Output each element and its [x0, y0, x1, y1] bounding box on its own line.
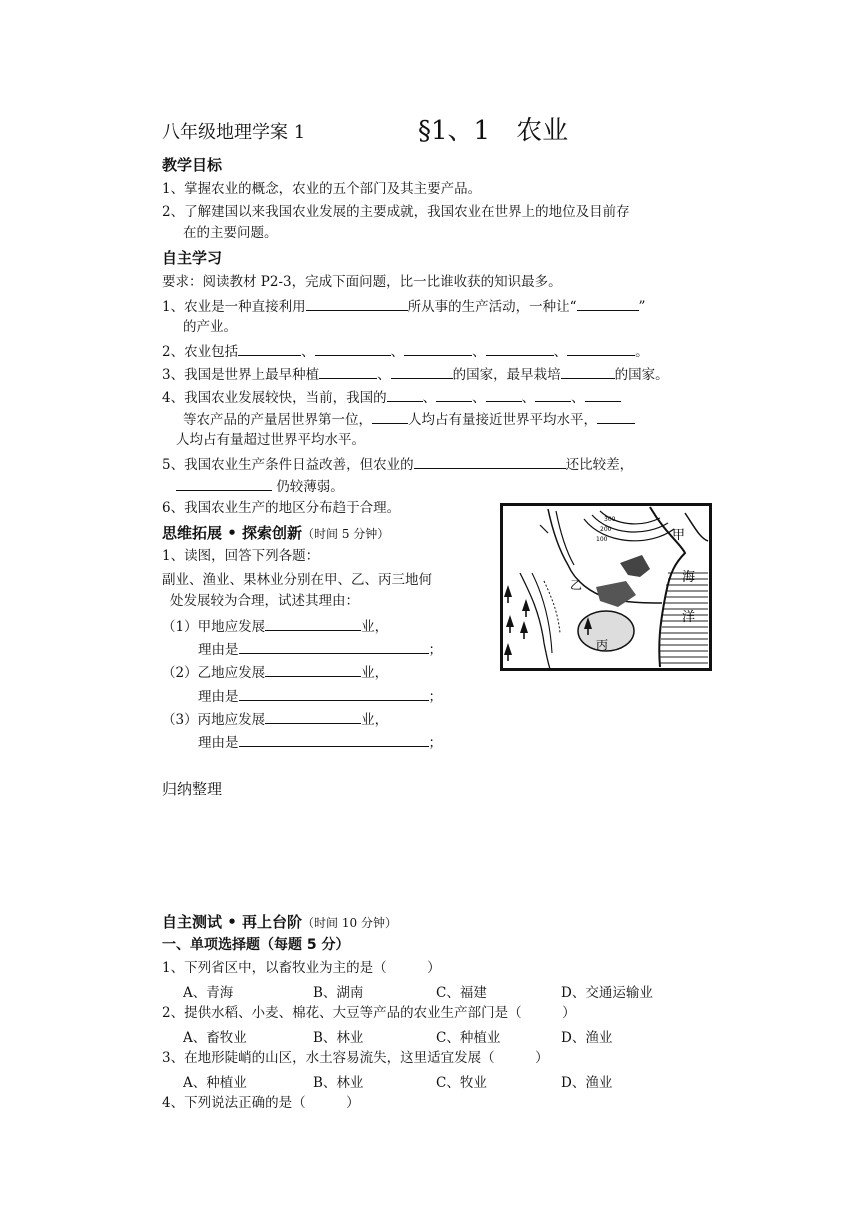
goals-heading: 教学目标 [162, 156, 223, 174]
explore-question: 1、读图，回答下列各题： [162, 548, 320, 564]
label-hai: 海 [682, 570, 696, 585]
mc-option[interactable]: B、林业 [313, 1030, 364, 1046]
question-3: 3、我国是世界上最早种植 、 的国家，最早栽培 的国家。 [162, 364, 669, 384]
blank[interactable] [404, 341, 472, 356]
blank[interactable] [315, 341, 391, 356]
mc-question-4: 4、下列说法正确的是（ ） [162, 1095, 360, 1111]
reason-3: 理由是 ； [198, 732, 442, 752]
blank[interactable] [486, 387, 522, 402]
blank[interactable] [597, 409, 635, 424]
question-4-cont2: 人均占有量超过世界平均水平。 [176, 432, 365, 448]
label-bing: 丙 [596, 638, 609, 652]
question-1-cont: 的产业。 [183, 319, 237, 335]
blank[interactable] [265, 662, 361, 677]
mc-question-2: 2、提供水稻、小麦、棉花、大豆等产品的农业生产部门是（ ） [162, 1005, 576, 1021]
blank[interactable] [567, 341, 635, 356]
mc-option[interactable]: D、渔业 [561, 1030, 613, 1046]
explore-heading: 思维拓展 • 探索创新（时间 5 分钟） [162, 524, 390, 542]
mc-option[interactable]: C、福建 [436, 985, 487, 1001]
label-yi: 乙 [570, 578, 583, 592]
goal-2-cont: 在的主要问题。 [183, 225, 278, 241]
mc-option[interactable]: A、青海 [183, 985, 234, 1001]
question-4-cont: 等农产品的产量居世界第一位， 人均占有量接近世界平均水平， [183, 409, 635, 429]
blank[interactable] [414, 454, 566, 469]
question-4: 4、我国农业发展较快，当前，我国的 、 、 、 、 [162, 387, 621, 407]
mc-option[interactable]: A、种植业 [183, 1075, 247, 1091]
blank[interactable] [319, 364, 377, 379]
reason-2: 理由是 ； [198, 686, 442, 706]
blank[interactable] [265, 616, 361, 631]
reason-1: 理由是 ； [198, 639, 442, 659]
blank[interactable] [176, 476, 272, 491]
question-5-cont: 仍较薄弱。 [176, 476, 344, 496]
blank[interactable] [391, 364, 453, 379]
contour-label: 200 [600, 526, 612, 533]
requirement: 要求：阅读教材 P2-3，完成下面问题，比一比谁收获的知识最多。 [162, 274, 562, 290]
mc-question-1: 1、下列省区中，以畜牧业为主的是（ ） [162, 960, 441, 976]
blank[interactable] [239, 732, 429, 747]
blank[interactable] [306, 296, 408, 311]
part-1-heading: 一、单项选择题（每题 5 分） [162, 937, 350, 953]
blank[interactable] [436, 387, 472, 402]
worksheet-title: 八年级地理学案 1 [162, 122, 306, 143]
terrain-map [500, 503, 712, 671]
blank[interactable] [387, 387, 423, 402]
label-jia: 甲 [672, 528, 686, 543]
explore-desc-2: 处发展较为合理，试述其理由： [170, 593, 359, 609]
mc-option[interactable]: C、牧业 [436, 1075, 487, 1091]
question-1: 1、农业是一种直接利用 所从事的生产活动，一种让“ ” [162, 296, 645, 316]
blank[interactable] [372, 409, 408, 424]
test-heading: 自主测试 • 再上台阶（时间 10 分钟） [162, 913, 397, 931]
blank[interactable] [265, 709, 361, 724]
mc-option[interactable]: D、渔业 [561, 1075, 613, 1091]
contour-label: 100 [596, 536, 608, 543]
mc-option[interactable]: D、交通运输业 [561, 985, 653, 1001]
question-5: 5、我国农业生产条件日益改善，但农业的 还比较差， [162, 454, 633, 474]
blank[interactable] [585, 387, 621, 402]
explore-desc-1: 副业、渔业、果林业分别在甲、乙、丙三地何 [162, 572, 432, 588]
summary-heading: 归纳整理 [162, 780, 223, 798]
mc-option[interactable]: B、林业 [313, 1075, 364, 1091]
goal-2: 2、了解建国以来我国农业发展的主要成就，我国农业在世界上的地位及目前存 [162, 204, 630, 220]
section-title: §1、1 农业 [418, 116, 569, 146]
blank[interactable] [239, 639, 429, 654]
mc-question-3: 3、在地形陡峭的山区，水土容易流失，这里适宜发展（ ） [162, 1050, 549, 1066]
blank[interactable] [577, 296, 639, 311]
blank[interactable] [238, 341, 301, 356]
self-study-heading: 自主学习 [162, 249, 223, 267]
sub-question-1: （1）甲地应发展 业， [162, 616, 388, 636]
mc-option[interactable]: A、畜牧业 [183, 1030, 247, 1046]
blank[interactable] [239, 686, 429, 701]
question-2: 2、农业包括 、 、 、 、 。 [162, 341, 649, 361]
sub-question-3: （3）丙地应发展 业， [162, 709, 388, 729]
sub-question-2: （2）乙地应发展 业， [162, 662, 388, 682]
question-6: 6、我国农业生产的地区分布趋于合理。 [162, 500, 401, 516]
blank[interactable] [486, 341, 554, 356]
contour-label: 300 [604, 516, 616, 523]
mc-option[interactable]: C、种植业 [436, 1030, 501, 1046]
blank[interactable] [535, 387, 571, 402]
label-yang: 洋 [682, 610, 696, 625]
goal-1: 1、掌握农业的概念，农业的五个部门及其主要产品。 [162, 181, 482, 197]
blank[interactable] [561, 364, 615, 379]
mc-option[interactable]: B、湖南 [313, 985, 364, 1001]
